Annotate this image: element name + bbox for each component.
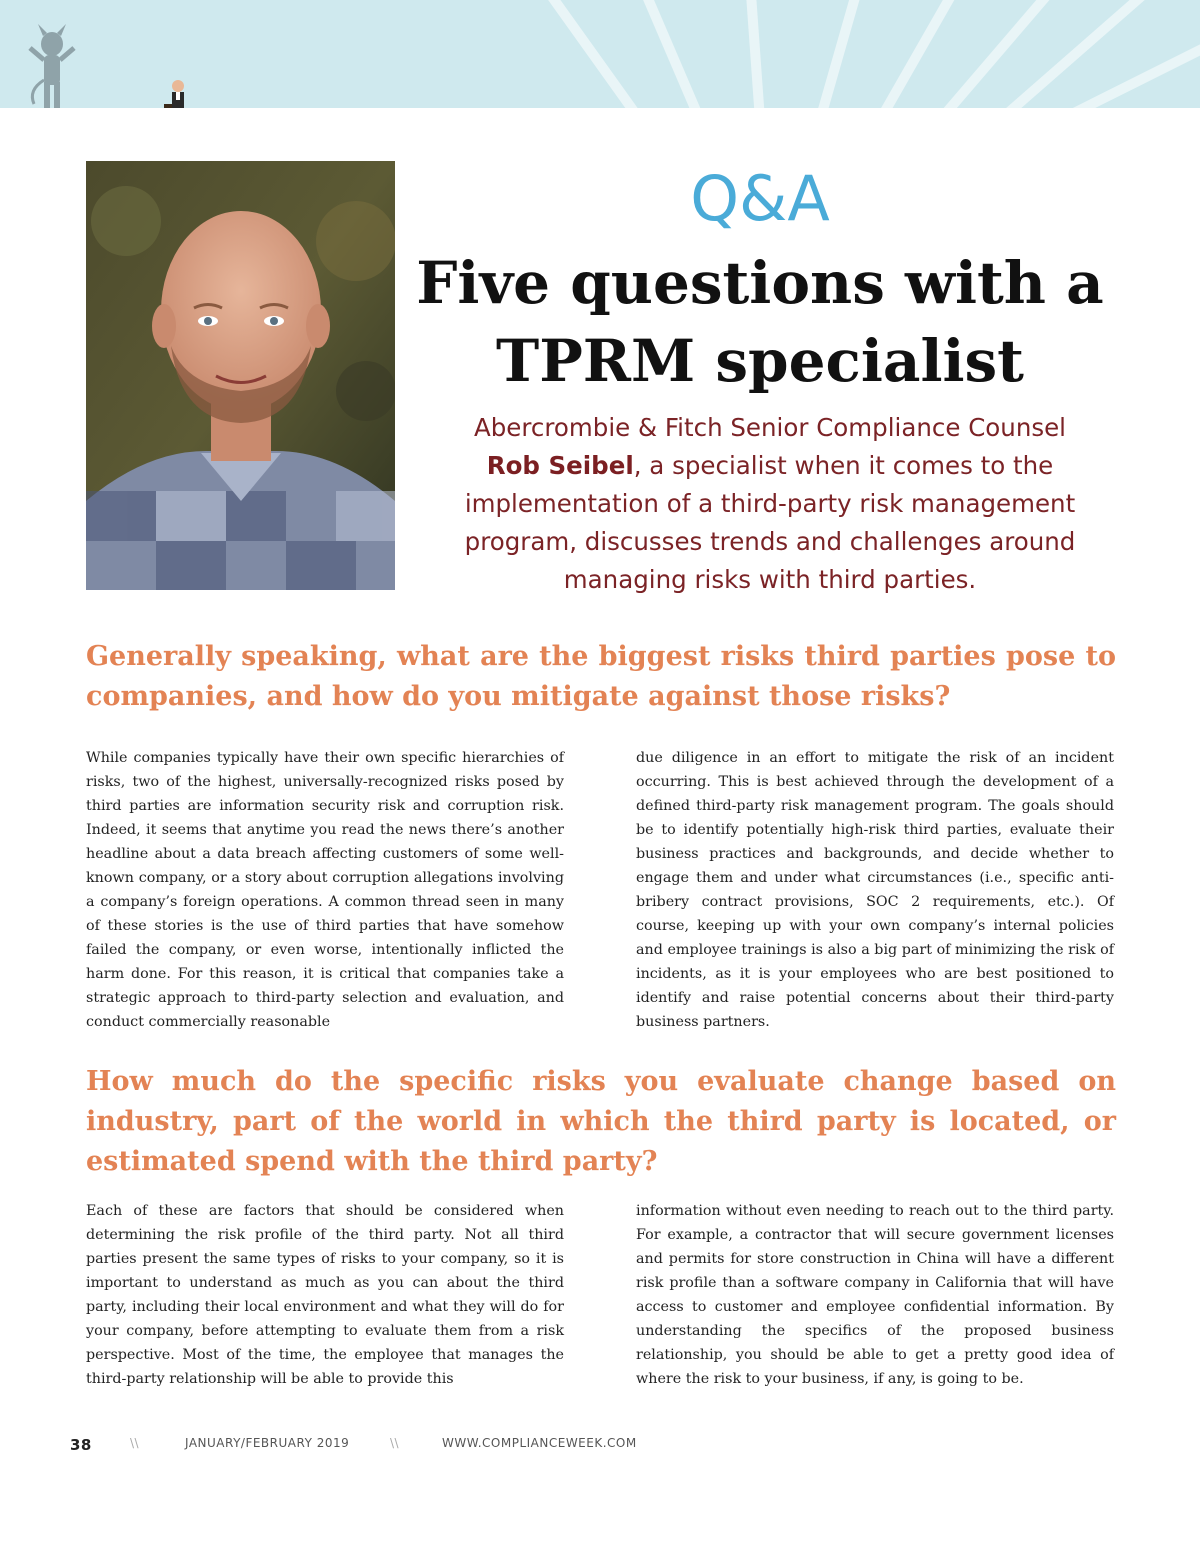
page-number: 38 [70,1436,92,1454]
footer-separator: \\ [130,1436,140,1450]
question-1: Generally speaking, what are the biggest risks third parties pose to companies, and how do you mitigate against those risks? [86,641,1116,712]
footer-separator: \\ [390,1436,400,1450]
answer-2-right-column: information without even needing to reach out to the third party. For example, a contractor that will secure government licenses and permits for store construction in China will have a different risk profile than a software company in California that will have access to customer and employee confidential information. By understanding the specifics of the proposed business relationship, you should be able to get a pretty good idea of where the risk to your business, if any, is going to be. [636,1203,1114,1387]
section-kicker: Q&A [690,162,830,235]
headline-line-1: Five questions with a [416,249,1104,317]
question-2: How much do the specific risks you evaluate change based on industry, part of the world in which the third party is located, or estimated spend with the third party? [86,1066,1116,1177]
portrait-photo [86,161,395,590]
headline [410,244,1110,400]
deck-line-1: Abercrombie & Fitch Senior Compliance Counsel [473,413,1066,442]
banner-illustration [0,0,1200,108]
answer-1-left-column: While companies typically have their own specific hierarchies of risks, two of the highest, universally-recognized risks posed by third parties are information security risk and corruption risk. Indeed, it seems that anytime you read the news there’s another headline about a data breach affecting customers of some well-known company, or a story about corruption allegations involving a company’s foreign operations. A common thread seen in many of these stories is the use of third parties that have somehow failed the company, or even worse, intentionally inflicted the harm done. For this reason, it is critical that companies take a strategic approach to third-party selection and evaluation, and conduct commercially reasonable [86,750,564,1030]
answer-1-right-column: due diligence in an effort to mitigate the risk of an incident occurring. This is best achieved through the development of a defined third-party risk management program. The goals should be to identify potentially high-risk third parties, evaluate their business practices and backgrounds, and decide whether to engage them and under what circumstances (i.e., specific anti-bribery contract provisions, SOC 2 requirements, etc.). Of course, keeping up with your own company’s internal policies and employee trainings is also a big part of minimizing the risk of incidents, as it is your employees who are best positioned to identify and raise potential concerns about their third-party business partners. [636,750,1114,1030]
header-banner [0,0,1200,108]
website-link[interactable]: WWW.COMPLIANCEWEEK.COM [442,1436,637,1450]
issue-date: JANUARY/FEBRUARY 2019 [185,1436,350,1450]
businessman-figure [164,80,184,108]
article-deck [425,409,1115,599]
deck-rest: , a specialist when it comes to the implementation of a third-party risk management program, discusses trends and challenges around managing risks with third parties. [464,451,1076,594]
headline-line-2: TPRM specialist [496,327,1024,395]
answer-2-left-column: Each of these are factors that should be considered when determining the risk profile of the third party. Not all third parties present the same types of risks to your company, so it is important to understand as much as you can about the third party, including their local environment and what they will do for your company, before attempting to evaluate them from a risk perspective. Most of the time, the employee that manages the third-party relationship will be able to provide this [86,1203,564,1387]
deck-person-name: Rob Seibel [486,451,634,480]
devil-figure [30,24,74,108]
